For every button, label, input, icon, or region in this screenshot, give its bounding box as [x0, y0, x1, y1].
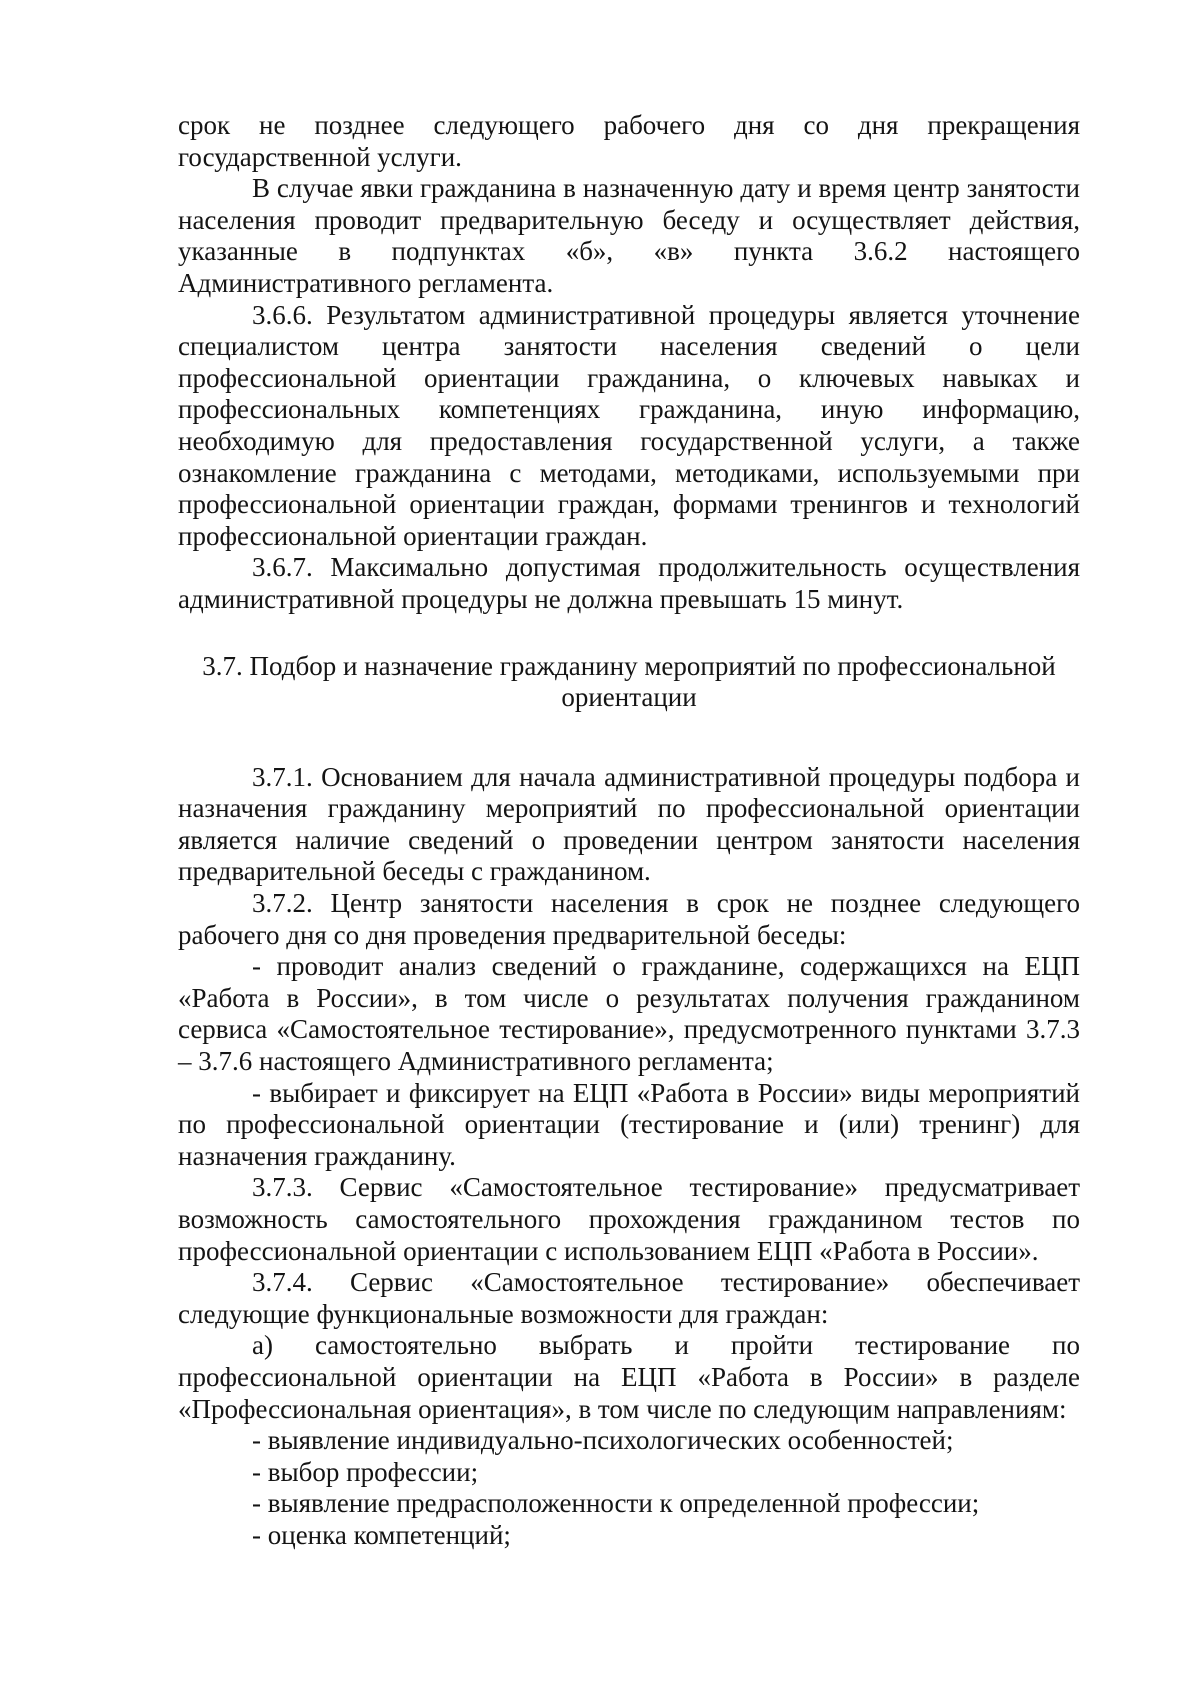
paragraph-continued-deadline: срок не позднее следующего рабочего дня со дня прекращения государственной услуги.: [178, 110, 1080, 172]
paragraph-3-7-2: 3.7.2. Центр занятости населения в срок не позднее следующего рабочего дня со дня проведения предварительной беседы:: [178, 888, 1080, 950]
document-body: [178, 110, 1080, 1552]
paragraph-3-7-1: 3.7.1. Основанием для начала административной процедуры подбора и назначения гражданину мероприятий по профессиональной ориентации является наличие сведений о проведении центром занятости населения предварительной беседы с гражданином.: [178, 761, 1080, 887]
list-item-psychological-features: - выявление индивидуально-психологических особенностей;: [252, 1425, 954, 1456]
list-item-predisposition: - выявление предрасположенности к определенной профессии;: [252, 1488, 980, 1519]
paragraph-3-7-4: 3.7.4. Сервис «Самостоятельное тестирование» обеспечивает следующие функциональные возможности для граждан:: [178, 1267, 1080, 1329]
paragraph-3-7-2-analysis: - проводит анализ сведений о гражданине, содержащихся на ЕЦП «Работа в России», в том числе о результатах получения гражданином сервиса «Самостоятельное тестирование», предусмотренного пунктами 3.7.3 – 3.7.6 настоящего Административного регламента;: [178, 951, 1080, 1077]
paragraph-citizen-appearance: В случае явки гражданина в назначенную дату и время центр занятости населения проводит предварительную беседу и осуществляет действия, указанные в подпунктах «б», «в» пункта 3.6.2 настоящего Административного регламента.: [178, 173, 1080, 298]
section-heading-3-7: 3.7. Подбор и назначение гражданину мероприятий по профессиональной ориентации: [202, 650, 1056, 713]
paragraph-3-7-2-selection: - выбирает и фиксирует на ЕЦП «Работа в России» виды мероприятий по профессиональной ориентации (тестирование и (или) тренинг) для назначения гражданину.: [178, 1077, 1080, 1171]
paragraph-3-7-4-a: а) самостоятельно выбрать и пройти тестирование по профессиональной ориентации на ЕЦП «Работа в России» в разделе «Профессиональная ориентация», в том числе по следующим направлениям:: [178, 1330, 1080, 1424]
list-item-competency-assessment: - оценка компетенций;: [252, 1519, 511, 1550]
paragraph-3-7-3: 3.7.3. Сервис «Самостоятельное тестирование» предусматривает возможность самостоятельного прохождения гражданином тестов по профессиональной ориентации с использованием ЕЦП «Работа в России».: [178, 1172, 1080, 1266]
list-item-profession-choice: - выбор профессии;: [252, 1456, 479, 1487]
paragraph-3-6-6: 3.6.6. Результатом административной процедуры является уточнение специалистом центра занятости населения сведений о цели профессиональной ориентации гражданина, о ключевых навыках и профессиональных компетенциях гражданина, иную информацию, необходимую для предоставления государственной услуги, а также ознакомление гражданина с методами, методиками, используемыми при профессиональной ориентации граждан, формами тренингов и технологий профессиональной ориентации граждан.: [178, 299, 1080, 551]
paragraph-3-6-7: 3.6.7. Максимально допустимая продолжительность осуществления административной процедуры не должна превышать 15 минут.: [178, 552, 1080, 614]
